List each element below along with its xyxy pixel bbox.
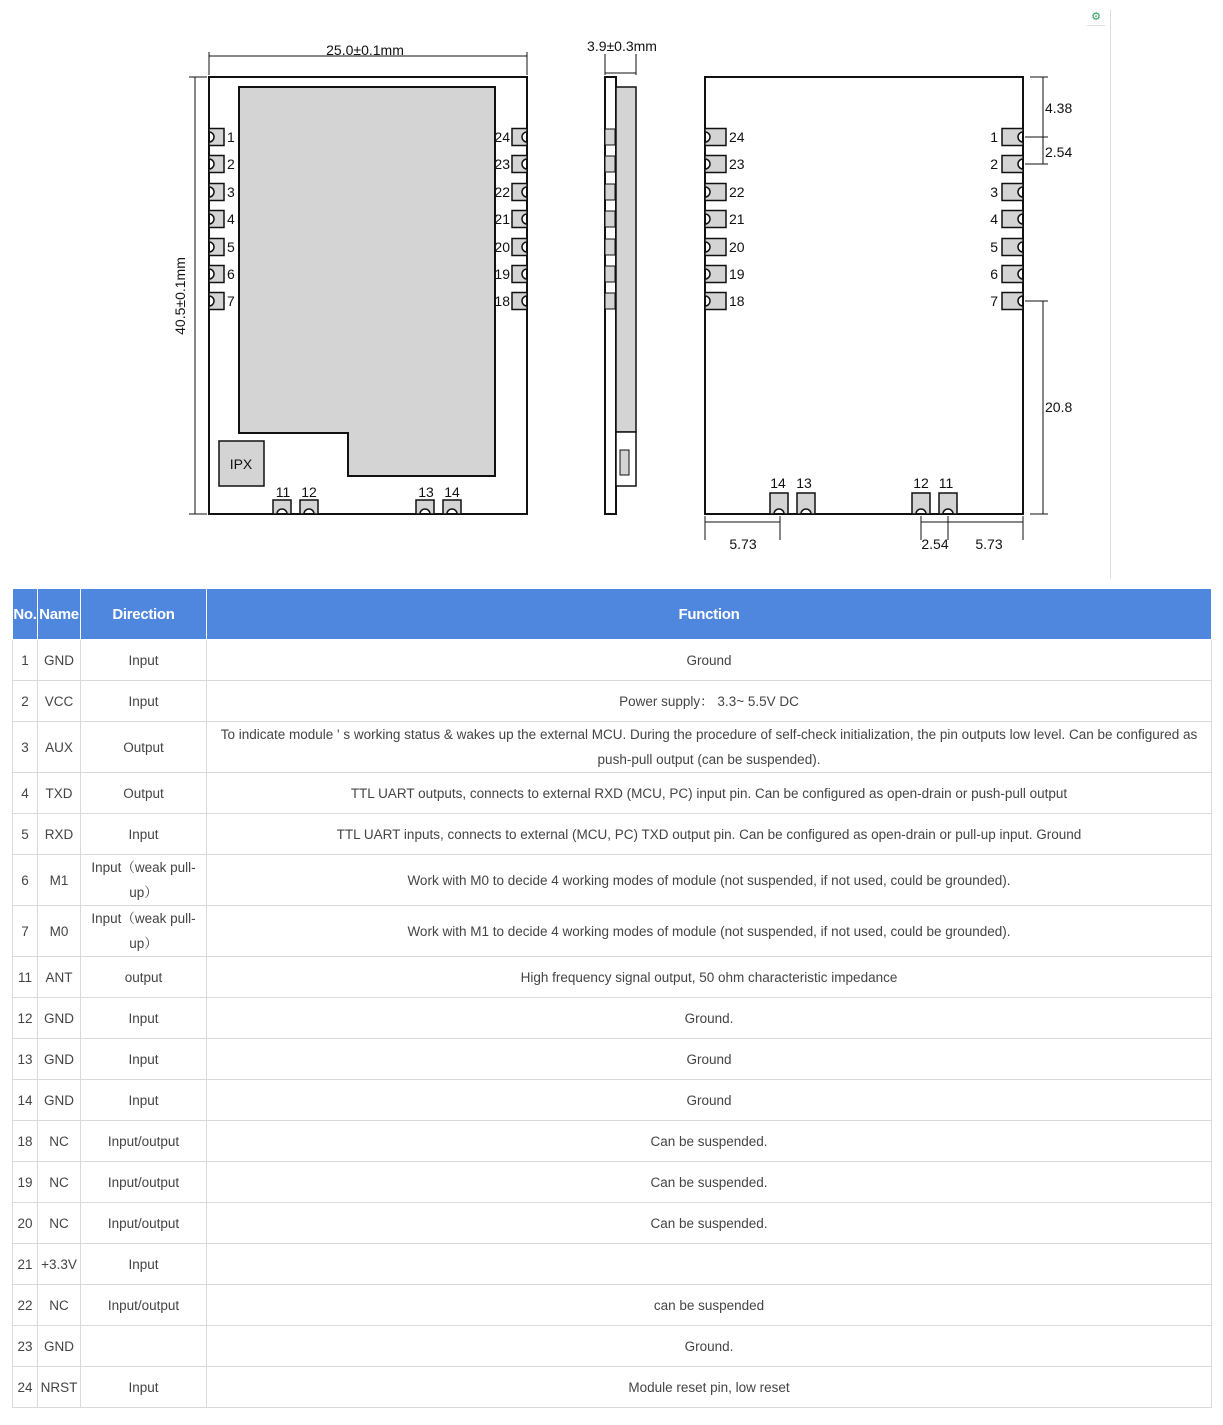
cell-function: High frequency signal output, 50 ohm characteristic impedance xyxy=(207,957,1212,998)
cell-direction xyxy=(81,1326,207,1367)
cell-name: VCC xyxy=(38,681,81,722)
cell-no: 14 xyxy=(13,1080,38,1121)
cell-function: Ground xyxy=(207,640,1212,681)
module-dimension-drawing xyxy=(0,0,1223,585)
cell-direction: Input xyxy=(81,998,207,1039)
cell-direction: output xyxy=(81,957,207,998)
cell-name: GND xyxy=(38,1326,81,1367)
cell-name: TXD xyxy=(38,773,81,814)
cell-name: ANT xyxy=(38,957,81,998)
cell-direction: Input（weak pull-up） xyxy=(81,855,207,906)
cell-function: Work with M0 to decide 4 working modes of module (not suspended, if not used, could be grounded). xyxy=(207,855,1212,906)
cell-name: NC xyxy=(38,1162,81,1203)
image-border-line xyxy=(1110,10,1111,578)
pin-number-label: 14 xyxy=(770,475,786,491)
cell-no: 4 xyxy=(13,773,38,814)
height-dimension-label: 40.5±0.1mm xyxy=(172,257,188,335)
cell-direction: Input xyxy=(81,681,207,722)
cell-name: NC xyxy=(38,1121,81,1162)
pin-number-label: 12 xyxy=(301,484,317,500)
dim-bottom-right-label: 5.73 xyxy=(975,536,1003,552)
pin-number-label: 18 xyxy=(494,293,510,309)
table-row xyxy=(13,722,1212,773)
table-row xyxy=(13,1203,1212,1244)
table-row xyxy=(13,1244,1212,1285)
cell-no: 13 xyxy=(13,1039,38,1080)
header-direction: Direction xyxy=(81,589,207,640)
pin-number-label: 2 xyxy=(227,156,235,172)
cell-direction: Input xyxy=(81,1244,207,1285)
pin-number-label: 19 xyxy=(729,266,745,282)
cell-no: 1 xyxy=(13,640,38,681)
side-pad xyxy=(605,156,615,172)
cell-no: 22 xyxy=(13,1285,38,1326)
cell-name: NC xyxy=(38,1203,81,1244)
pin-number-label: 22 xyxy=(494,184,510,200)
table-body xyxy=(13,640,1212,1408)
width-dimension-label: 25.0±0.1mm xyxy=(326,42,404,58)
pin-number-label: 11 xyxy=(938,475,954,491)
cell-function: Module reset pin, low reset xyxy=(207,1367,1212,1408)
table-header-row xyxy=(13,589,1212,640)
cell-direction: Input（weak pull-up） xyxy=(81,906,207,957)
settings-icon[interactable]: ⚙ xyxy=(1087,9,1105,26)
dim-side-label: 20.8 xyxy=(1045,399,1073,415)
cell-no: 2 xyxy=(13,681,38,722)
cell-no: 18 xyxy=(13,1121,38,1162)
side-view-shield xyxy=(616,87,636,432)
cell-function: TTL UART inputs, connects to external (MCU, PC) TXD output pin. Can be configured as open-drain or pull-up input. Ground xyxy=(207,814,1212,855)
cell-direction: Input xyxy=(81,1080,207,1121)
side-pad xyxy=(605,266,615,282)
table-row xyxy=(13,1285,1212,1326)
cell-no: 23 xyxy=(13,1326,38,1367)
cell-no: 19 xyxy=(13,1162,38,1203)
cell-direction: Input/output xyxy=(81,1162,207,1203)
side-pad xyxy=(605,293,615,309)
table-row xyxy=(13,1367,1212,1408)
thickness-dimension-label: 3.9±0.3mm xyxy=(587,38,657,54)
dim-bottom-pitch-label: 2.54 xyxy=(921,536,949,552)
table-row xyxy=(13,1039,1212,1080)
table-row xyxy=(13,640,1212,681)
cell-no: 3 xyxy=(13,722,38,773)
cell-name: GND xyxy=(38,998,81,1039)
pin-number-label: 14 xyxy=(444,484,460,500)
cell-name: +3.3V xyxy=(38,1244,81,1285)
pin-number-label: 6 xyxy=(227,266,235,282)
cell-no: 12 xyxy=(13,998,38,1039)
cell-name: GND xyxy=(38,1039,81,1080)
pin-number-label: 23 xyxy=(494,156,510,172)
top-view xyxy=(172,42,527,514)
cell-direction: Input xyxy=(81,1367,207,1408)
pin-number-label: 3 xyxy=(990,184,998,200)
cell-function: Power supply： 3.3~ 5.5V DC xyxy=(207,681,1212,722)
cell-no: 6 xyxy=(13,855,38,906)
cell-direction: Input/output xyxy=(81,1121,207,1162)
table-row xyxy=(13,1326,1212,1367)
pin-number-label: 20 xyxy=(494,239,510,255)
pin-number-label: 1 xyxy=(990,129,998,145)
side-pad xyxy=(605,211,615,227)
cell-function: Ground xyxy=(207,1080,1212,1121)
pin-number-label: 13 xyxy=(418,484,434,500)
dim-pitch-label: 2.54 xyxy=(1045,144,1073,160)
pin-number-label: 7 xyxy=(990,293,998,309)
pin-number-label: 23 xyxy=(729,156,745,172)
table-row xyxy=(13,957,1212,998)
pin-number-label: 5 xyxy=(990,239,998,255)
pin-number-label: 21 xyxy=(494,211,510,227)
cell-no: 5 xyxy=(13,814,38,855)
dim-top-label: 4.38 xyxy=(1045,100,1073,116)
table-row xyxy=(13,1121,1212,1162)
pin-number-label: 7 xyxy=(227,293,235,309)
cell-direction: Output xyxy=(81,722,207,773)
cell-name: GND xyxy=(38,640,81,681)
cell-name: AUX xyxy=(38,722,81,773)
cell-function: Ground. xyxy=(207,1326,1212,1367)
cell-function: Work with M1 to decide 4 working modes of module (not suspended, if not used, could be grounded). xyxy=(207,906,1212,957)
cell-name: NC xyxy=(38,1285,81,1326)
pin-number-label: 4 xyxy=(990,211,998,227)
pin-number-label: 2 xyxy=(990,156,998,172)
side-pad xyxy=(605,184,615,200)
pin-number-label: 3 xyxy=(227,184,235,200)
cell-direction: Input xyxy=(81,640,207,681)
dim-bottom-left-label: 5.73 xyxy=(729,536,757,552)
cell-function: can be suspended xyxy=(207,1285,1212,1326)
cell-no: 24 xyxy=(13,1367,38,1408)
table-row xyxy=(13,681,1212,722)
side-view-pads xyxy=(605,129,615,309)
cell-function: Ground xyxy=(207,1039,1212,1080)
cell-no: 11 xyxy=(13,957,38,998)
cell-name: RXD xyxy=(38,814,81,855)
cell-direction: Input xyxy=(81,1039,207,1080)
table-row xyxy=(13,855,1212,906)
table-row xyxy=(13,998,1212,1039)
pin-number-label: 13 xyxy=(796,475,812,491)
bottom-view xyxy=(705,77,1072,552)
pin-number-label: 22 xyxy=(729,184,745,200)
header-no: No. xyxy=(13,589,38,640)
pin-number-label: 19 xyxy=(494,266,510,282)
shield-can xyxy=(239,87,495,476)
cell-no: 20 xyxy=(13,1203,38,1244)
cell-no: 7 xyxy=(13,906,38,957)
pin-number-label: 1 xyxy=(227,129,235,145)
cell-function: TTL UART outputs, connects to external RXD (MCU, PC) input pin. Can be configured as open-drain or push-pull output xyxy=(207,773,1212,814)
cell-function: To indicate module ' s working status & wakes up the external MCU. During the procedure of self-check initialization, the pin outputs low level. Can be configured as push-pull output (can be suspended). xyxy=(207,722,1212,773)
pin-number-label: 6 xyxy=(990,266,998,282)
header-function: Function xyxy=(207,589,1212,640)
pin-definition-table xyxy=(12,588,1212,1408)
cell-name: NRST xyxy=(38,1367,81,1408)
cell-function: Can be suspended. xyxy=(207,1162,1212,1203)
pin-number-label: 20 xyxy=(729,239,745,255)
cell-direction: Input/output xyxy=(81,1285,207,1326)
cell-direction: Input/output xyxy=(81,1203,207,1244)
header-name: Name xyxy=(38,589,81,640)
bottom-view-outline xyxy=(705,77,1023,514)
table-row xyxy=(13,906,1212,957)
cell-function: Can be suspended. xyxy=(207,1203,1212,1244)
cell-function: Ground. xyxy=(207,998,1212,1039)
cell-name: GND xyxy=(38,1080,81,1121)
table-row xyxy=(13,1080,1212,1121)
cell-name: M0 xyxy=(38,906,81,957)
side-pad xyxy=(605,129,615,145)
pin-number-label: 4 xyxy=(227,211,235,227)
pin-number-label: 18 xyxy=(729,293,745,309)
pin-number-label: 12 xyxy=(913,475,929,491)
table-row xyxy=(13,1162,1212,1203)
pin-number-label: 21 xyxy=(729,211,745,227)
table-row xyxy=(13,814,1212,855)
cell-direction: Output xyxy=(81,773,207,814)
pin-number-label: 24 xyxy=(494,129,510,145)
pin-number-label: 11 xyxy=(275,484,291,500)
cell-function: Can be suspended. xyxy=(207,1121,1212,1162)
cell-function xyxy=(207,1244,1212,1285)
side-pad xyxy=(605,239,615,255)
cell-direction: Input xyxy=(81,814,207,855)
cell-no: 21 xyxy=(13,1244,38,1285)
side-view xyxy=(587,38,657,514)
pin-number-label: 5 xyxy=(227,239,235,255)
pin-number-label: 24 xyxy=(729,129,745,145)
cell-name: M1 xyxy=(38,855,81,906)
ipx-label: IPX xyxy=(229,456,253,472)
table-row xyxy=(13,773,1212,814)
